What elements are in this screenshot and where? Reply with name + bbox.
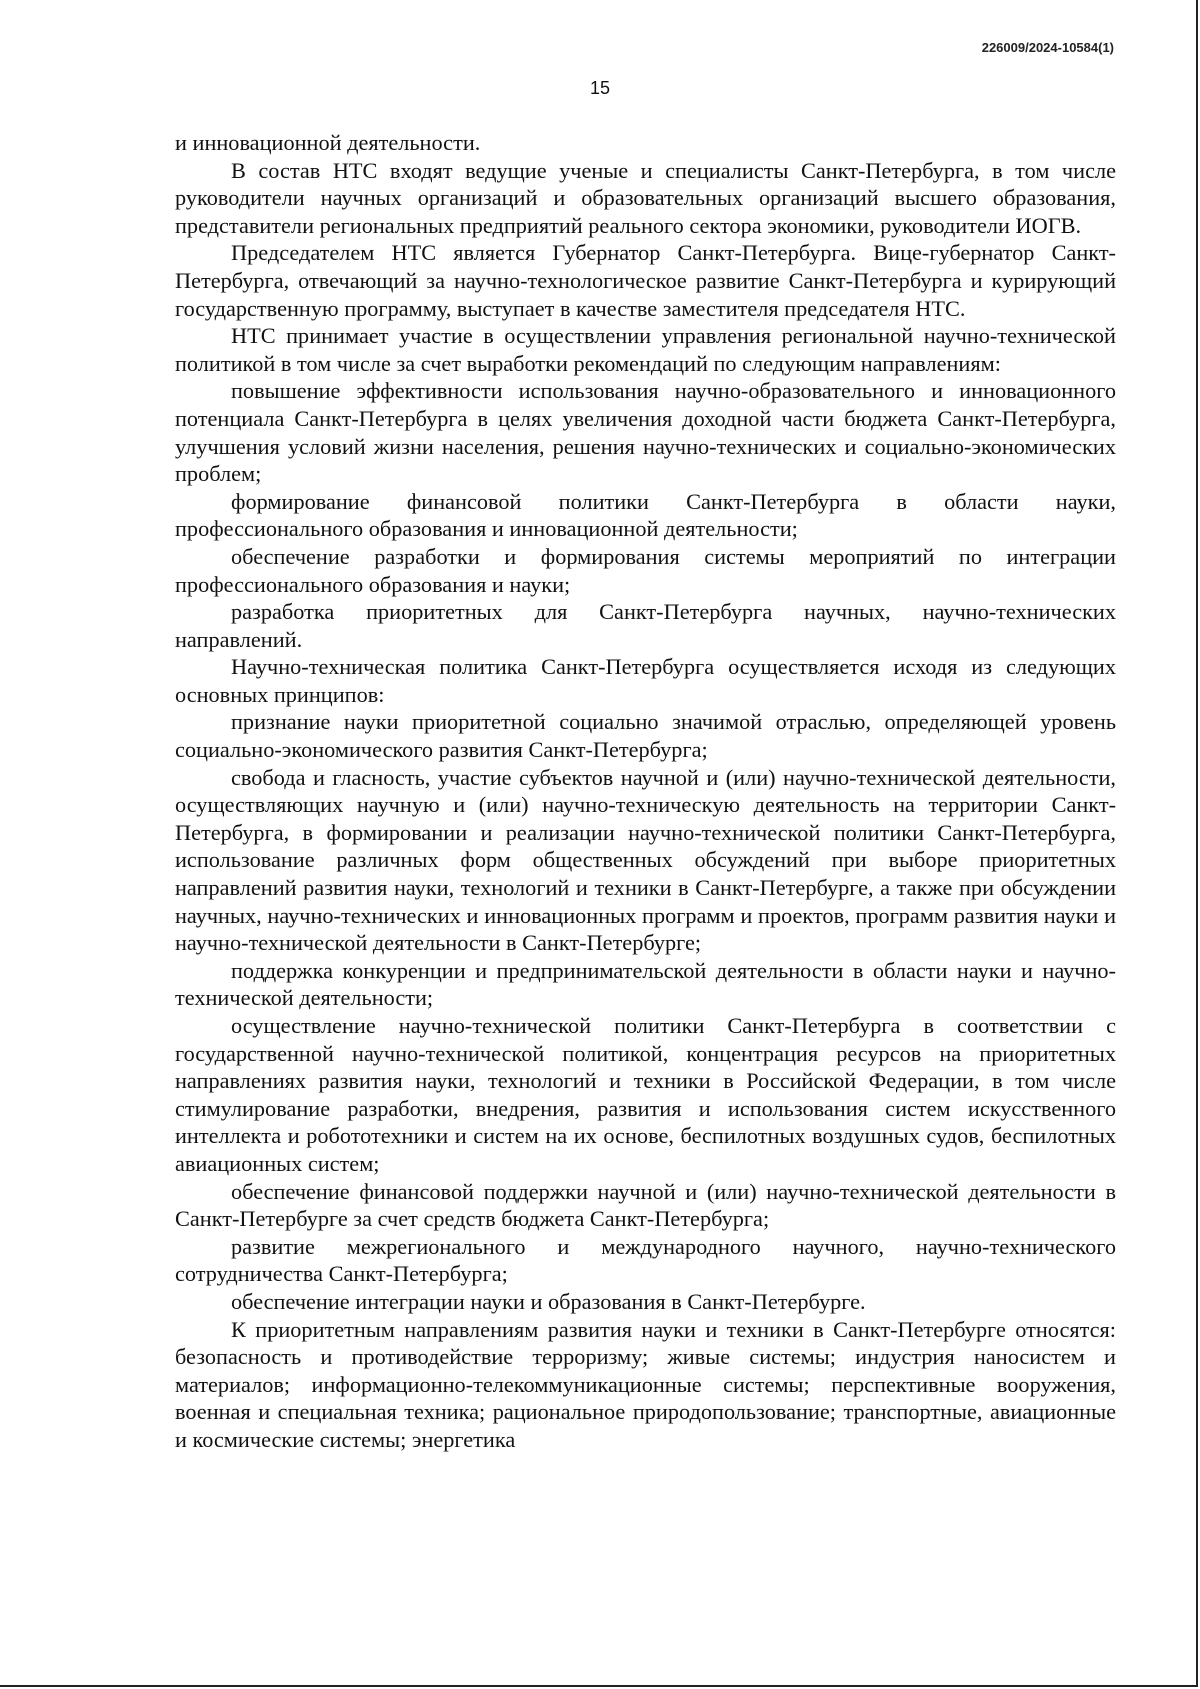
list-item-priority-directions: разработка приоритетных для Санкт-Петербурга научных, научно-технических направлений. xyxy=(175,599,1116,652)
paragraph-nts-chairman: Председателем НТС является Губернатор Санкт-Петербурга. Вице-губернатор Санкт-Петербурга, отвечающий за научно-технологическое развитие Санкт-Петербурга и курирующий государственную программу, выступает в качестве заместителя председателя НТС. xyxy=(175,240,1116,321)
list-item-cooperation: развитие межрегионального и международного научного, научно-технического сотрудничества Санкт-Петербурга; xyxy=(175,1233,1116,1287)
list-item-science-recognition: признание науки приоритетной социально значимой отраслью, определяющей уровень социально-экономического развития Санкт-Петербурга; xyxy=(175,709,1116,763)
list-item-efficiency: повышение эффективности использования научно-образовательного и инновационного потенциала Санкт-Петербурга в целях увеличения доходной части бюджета Санкт-Петербурга, улучшения условий жизни населения, решения научно-технических и социально-экономических проблем; xyxy=(175,378,1116,487)
list-item-financial-policy: формирование финансовой политики Санкт-Петербурга в области науки, профессионального образования и инновационной деятельности; xyxy=(175,488,1116,542)
paragraph-nts-participation: НТС принимает участие в осуществлении управления региональной научно-технической политикой в том числе за счет выработки рекомендаций по следующим направлениям: xyxy=(175,323,1116,376)
list-item-financial-support: обеспечение финансовой поддержки научной и (или) научно-технической деятельности в Санкт-Петербурге за счет средств бюджета Санкт-Петербурга; xyxy=(175,1178,1116,1232)
paragraph-continuation: и инновационной деятельности. xyxy=(175,130,481,155)
document-registration-number: 226009/2024-10584(1) xyxy=(981,40,1114,55)
list-item-state-policy-alignment: осуществление научно-технической политики Санкт-Петербурга в соответствии с государственной научно-технической политикой, концентрация ресурсов на приоритетных направлениях развития науки, технологий и техники в Российской Федерации, в том числе стимулирование разработки, внедрения, развития и использования систем искусственного интеллекта и робототехники и систем на их основе, беспилотных воздушных судов, беспилотных авиационных систем; xyxy=(175,1013,1116,1176)
paragraph-nts-composition: В состав НТС входят ведущие ученые и специалисты Санкт-Петербурга, в том числе руководители научных организаций и образовательных организаций высшего образования, представители региональных предприятий реального сектора экономики, руководители ИОГВ. xyxy=(175,157,1116,238)
list-item-integration-measures: обеспечение разработки и формирования системы мероприятий по интеграции профессионального образования и науки; xyxy=(175,543,1116,597)
page-number: 15 xyxy=(589,78,611,98)
list-item-science-education-integration: обеспечение интеграции науки и образования в Санкт-Петербурге. xyxy=(231,1288,866,1314)
list-item-freedom-publicity: свобода и гласность, участие субъектов научной и (или) научно-технической деятельности, осуществляющих научную и (или) научно-техническую деятельность на территории Санкт-Петербурга, в формировании и реализации научно-технической политики Санкт-Петербурга, использование различных форм общественных обсуждений при выборе приоритетных направлений развития науки, технологий и техники в Санкт-Петербурге, а также при обсуждении научных, научно-технических и инновационных программ и проектов, программ развития науки и научно-технической деятельности в Санкт-Петербурге; xyxy=(175,764,1116,956)
document-body xyxy=(175,129,1116,1454)
paragraph-priority-areas: К приоритетным направлениям развития науки и техники в Санкт-Петербурге относятся: безопасность и противодействие терроризму; живые системы; индустрия наносистем и материалов; информационно-телекоммуникационные системы; перспективные вооружения, военная и специальная техника; рациональное природопользование; транспортные, авиационные и космические системы; энергетика xyxy=(175,1316,1116,1452)
list-item-competition-support: поддержка конкуренции и предпринимательской деятельности в области науки и научно-технической деятельности; xyxy=(175,957,1116,1011)
paragraph-policy-principles: Научно-техническая политика Санкт-Петербурга осуществляется исходя из следующих основных принципов: xyxy=(175,654,1116,707)
